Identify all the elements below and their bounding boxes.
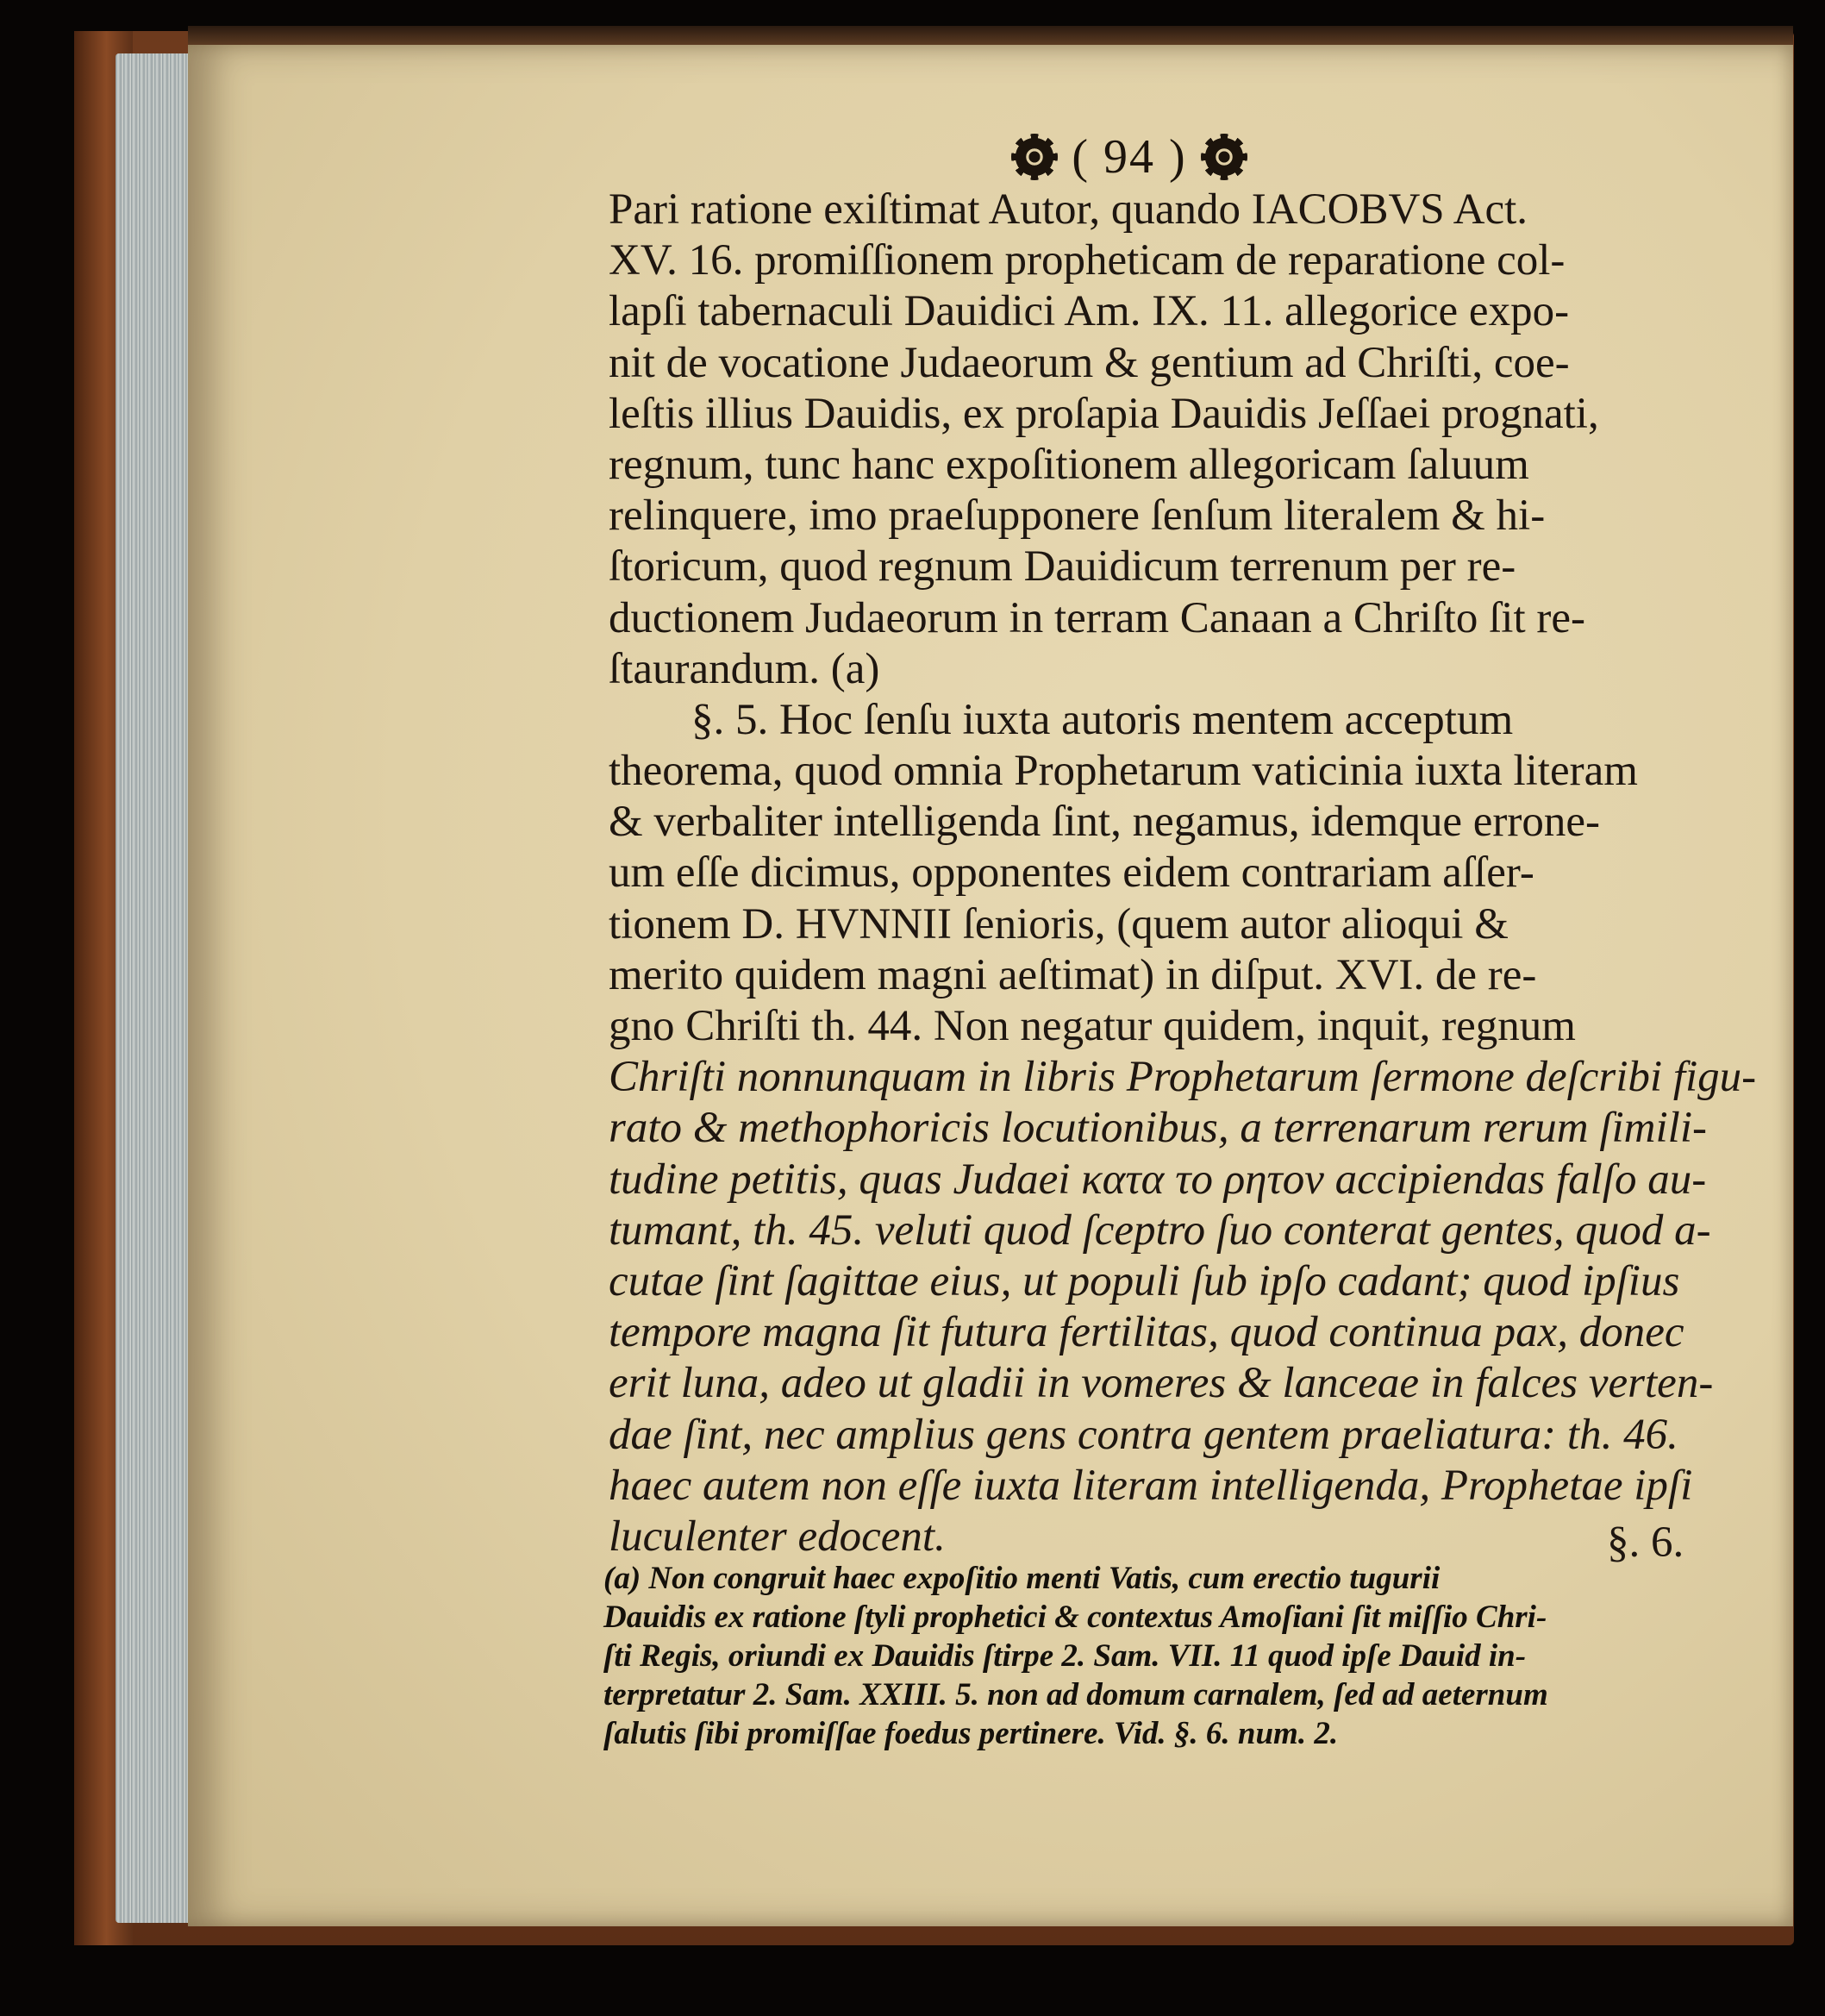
text-line: theorema, quod omnia Prophetarum vaticinia iuxta literam: [609, 747, 1638, 796]
text-line: & verbaliter intelligenda ſint, negamus, idemque errone-: [609, 798, 1600, 847]
footnote-line: ſti Regis, oriundi ex Dauidis ſtirpe 2. Sam. VII. 11 quod ipſe Dauid in-: [603, 1638, 1527, 1674]
quote-line: dae ſint, nec amplius gens contra gentem praeliatura: th. 46.: [609, 1410, 1678, 1459]
quote-line: erit luna, adeo ut gladii in vomeres & lanceae in falces verten-: [609, 1359, 1714, 1408]
text-line: lapſi tabernaculi Dauidici Am. IX. 11. allegorice expo-: [609, 287, 1570, 336]
footnote-line: terpretatur 2. Sam. XXIII. 5. non ad domum carnalem, ſed ad aeternum: [603, 1677, 1548, 1712]
text-line: ſtaurandum. (a): [609, 644, 880, 693]
quote-line: Chriſti nonnunquam in libris Prophetarum ſermone deſcribi figu-: [609, 1053, 1757, 1102]
fleuron-ornament-icon: [1201, 134, 1247, 180]
text-line: Pari ratione exiſtimat Autor, quando IACOBVS Act.: [609, 185, 1528, 234]
fleuron-ornament-icon: [1011, 134, 1058, 180]
page-header: [991, 122, 1267, 191]
footnote: [603, 1559, 1672, 1753]
text-line: gno Chriſti th. 44. Non negatur quidem, inquit, regnum: [609, 1002, 1576, 1050]
footnote-line: (a) Non congruit haec expoſitio menti Vatis, cum erectio tugurii: [603, 1561, 1441, 1596]
quote-line: rato & methophoricis locutionibus, a terrenarum rerum ſimili-: [609, 1104, 1708, 1153]
footnote-line: Dauidis ex ratione ſtyli prophetici & contextus Amoſiani ſit miſſio Chri-: [603, 1600, 1547, 1635]
text-line: merito quidem magni aeſtimat) in diſput. XVI. de re-: [609, 950, 1537, 999]
quote-line: luculenter edocent.: [609, 1512, 946, 1561]
text-line: XV. 16. promiſſionem propheticam de reparatione col-: [609, 236, 1566, 285]
text-line: regnum, tunc hanc expoſitionem allegoricam ſaluum: [609, 440, 1529, 489]
quote-line: haec autem non eſſe iuxta literam intelligenda, Prophetae ipſi: [609, 1461, 1693, 1510]
quote-line: tudine petitis, quas Judaei κατα το ρητον accipiendas falſo au-: [609, 1155, 1707, 1204]
quote-line: tumant, th. 45. veluti quod ſceptro ſuo conterat gentes, quod a-: [609, 1205, 1711, 1255]
section-heading-line: §. 5. Hoc ſenſu iuxta autoris mentem acceptum: [691, 695, 1514, 744]
body-text: [609, 185, 1757, 1562]
text-line: relinquere, imo praeſupponere ſenſum literalem & hi-: [609, 491, 1546, 541]
footnote-line: ſalutis ſibi promiſſae foedus pertinere. Vid. §. 6. num. 2.: [603, 1716, 1339, 1751]
quote-line: tempore magna ſit futura fertilitas, quod continua pax, donec: [609, 1308, 1684, 1357]
page-number: ( 94 ): [1072, 130, 1187, 184]
catchword: §. 6.: [1607, 1518, 1684, 1567]
text-line: tionem D. HVNNII ſenioris, (quem autor alioqui &: [609, 899, 1509, 949]
quote-line: cutae ſint ſagittae eius, ut populi ſub ipſo cadant; quod ipſius: [609, 1256, 1680, 1305]
text-line: nit de vocatione Judaeorum & gentium ad Chriſti, coe-: [609, 338, 1570, 387]
text-line: ductionem Judaeorum in terram Canaan a Chriſto ſit re-: [609, 593, 1585, 642]
text-line: ſtoricum, quod regnum Dauidicum terrenum per re-: [609, 542, 1516, 592]
text-line: leſtis illius Dauidis, ex proſapia Dauidis Jeſſaei prognati,: [609, 389, 1599, 438]
text-line: um eſſe dicimus, opponentes eidem contrariam aſſer-: [609, 848, 1534, 898]
